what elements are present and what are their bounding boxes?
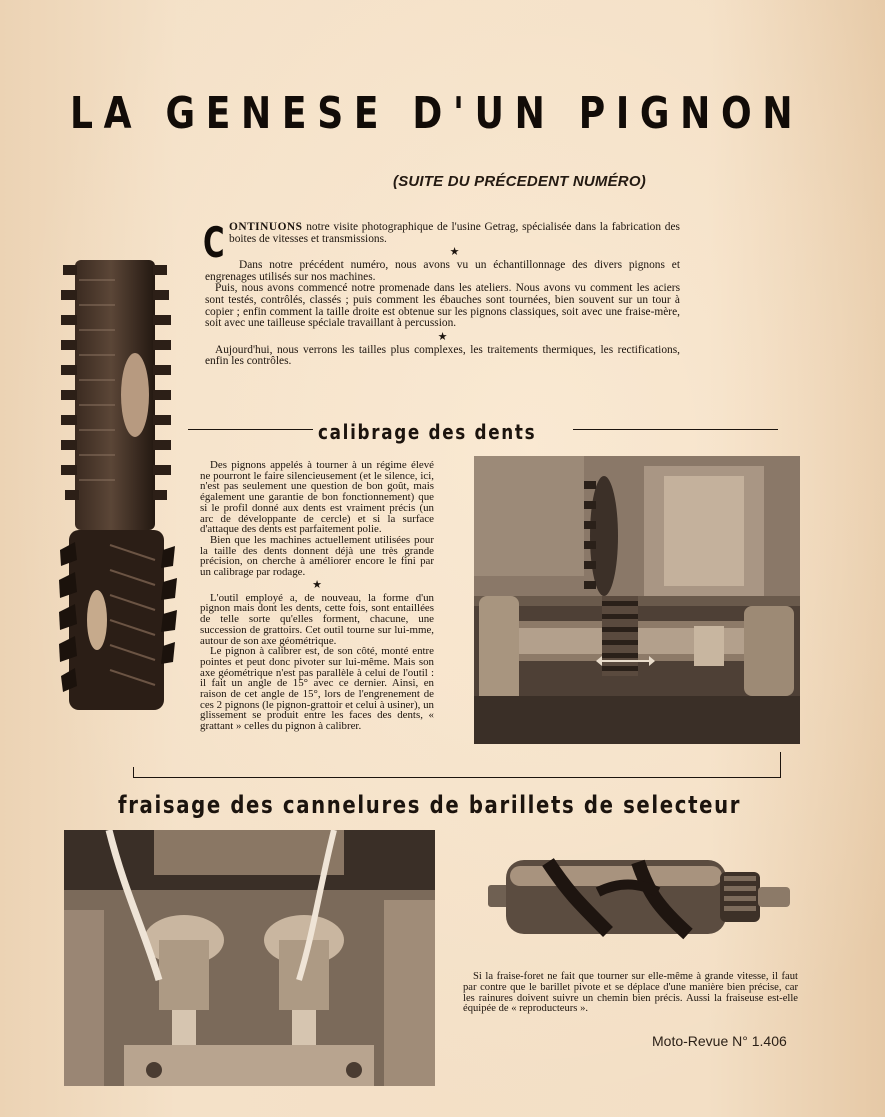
calibrage-paragraph-3: L'outil employé a, de nouveau, la forme d'un pignon mais dont les dents, cette fois, sont entaillées de telle sorte qu'elles forment, chacune, une succession de grattoirs. Cet outil tourne sur lui-mme, autour de son axe géométrique. — [200, 591, 434, 647]
calibrage-paragraph-1: Des pignons appelés à tourner à un régime élevé ne pourront le faire silencieusement (et le silence, ici, n'est pas seulement une question de bon goût, mais également une garantie de bon fonctionnement) que si le profil donné aux dents est vraiment précis (un arc de développante de cercle) et si la surface d'attaque des dents est parfaitement polie. — [200, 459, 434, 536]
intro-paragraph-2: Dans notre précédent numéro, nous avons vu un échantillonnage des divers pignons et engrenages utilisés sur nos machines. — [205, 259, 680, 283]
article-subtitle: (SUITE DU PRÉCEDENT NUMÉRO) — [393, 173, 646, 190]
calibrage-paragraph-4: Le pignon à calibrer est, de son côté, monté entre pointes et peut donc pivoter sur lui-même. Mais son axe géométrique n'est pas parallèle à celui de l'outil : il fait un angle de 15° avec ce dernier. Ainsi, en raison de cet angle de 15°, lors de l'engrenement de ces 2 pignons (le pignon-grattoir et celui à usiner), un glissement se produit entre les faces des dents, « grattant » celles du pignon à calibrer. — [200, 645, 434, 733]
page-footer: Moto-Revue N° 1.406 — [652, 1033, 787, 1049]
star-separator: ★ — [437, 330, 448, 343]
intro-p1-text: notre visite photographique de l'usine Getrag, spécialisée dans la fabrication des boites de vitesses et transmissions. — [229, 221, 680, 245]
intro-paragraph-1 — [203, 218, 680, 267]
calibrage-paragraph-2: Bien que les machines actuellement utilisées pour la taille des dents donnent déjà une très grande précision, on cherche à améliorer encore le fini par un calibrage par rodage. — [200, 533, 434, 579]
intro-paragraph-4: Aujourd'hui, nous verrons les tailles plus complexes, les traitements thermiques, les rectifications, enfin les contrôles. — [205, 343, 680, 368]
calibrage-text — [200, 460, 434, 732]
bracket-right — [780, 752, 781, 778]
section-heading-calibrage — [188, 420, 778, 450]
section-heading-fraisage: fraisage des cannelures de barillets de selecteur — [118, 791, 742, 819]
heading-rule-right — [573, 429, 778, 430]
barrel-caption — [463, 972, 798, 1015]
dropcap: C — [203, 218, 225, 267]
lead-word: ONTINUONS — [229, 221, 303, 233]
selector-barrel-photo — [488, 852, 793, 942]
bracket-line — [133, 777, 781, 778]
article-title: LA GENESE D'UN PIGNON — [70, 88, 804, 139]
calibrage-machine-photo — [474, 456, 800, 744]
caption-text: Si la fraise-foret ne fait que tourner sur elle-même à grande vitesse, il faut par contre que le barillet pivote et se déplace d'une manière bien précise, car les rainures doivent suivre un chemin bien précis. Aussi la fraiseuse est-elle équipée de « reproducteurs ». — [463, 971, 798, 1015]
star-separator: ★ — [449, 246, 460, 259]
gear-photo — [55, 250, 185, 720]
milling-machine-photo — [64, 830, 435, 1086]
intro-text — [203, 218, 680, 368]
gear-upper — [61, 260, 171, 530]
gear-lower — [59, 530, 177, 710]
section-heading-label: calibrage des dents — [318, 420, 537, 444]
star-separator: ★ — [312, 578, 322, 591]
intro-paragraph-3: Puis, nous avons commencé notre promenade dans les ateliers. Nous avons vu comment les aciers sont testés, contrôlés, classés ; puis comment les ébauches sont tournées, bien souvent sur un tour à copier ; enfin comment la taille droite est obtenue sur les pignons classiques, soit avec une fraise-mère, soit avec une tailleuse spéciale travaillant à percussion. — [205, 282, 680, 330]
heading-rule-left — [188, 429, 313, 430]
